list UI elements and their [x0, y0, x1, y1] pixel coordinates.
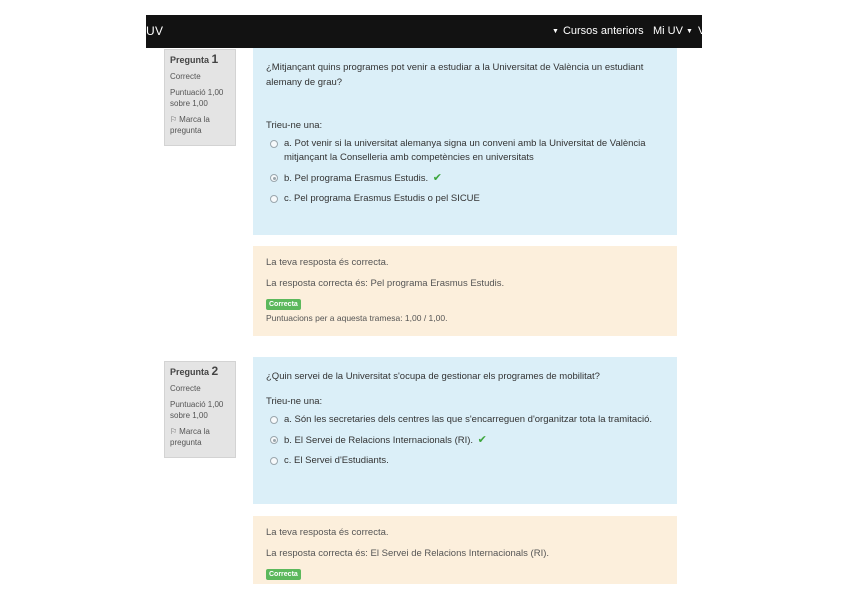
- radio-button-selected[interactable]: [270, 174, 278, 182]
- answer-text: a. Pot venir si la universitat alemanya signa un conveni amb la Universitat de València mitjançant la Conselleria amb competències en universitats: [284, 138, 646, 163]
- correct-badge: Correcta: [266, 299, 301, 310]
- flag-icon: ⚐: [170, 427, 178, 436]
- radio-button[interactable]: [270, 195, 278, 203]
- feedback-response: La teva resposta és correcta.: [266, 257, 389, 268]
- flag-question-link[interactable]: [170, 114, 230, 136]
- answer-text: c. Pel programa Erasmus Estudis o pel SICUE: [284, 193, 480, 204]
- answer-option-c[interactable]: [266, 192, 664, 206]
- answer-text: b. El Servei de Relacions Internacionals (RI).: [284, 435, 474, 446]
- flag-question-label: Marca la pregunta: [170, 115, 210, 135]
- correct-answer-text: La resposta correcta és: Pel programa Erasmus Estudis.: [266, 278, 505, 289]
- answer-option-a[interactable]: [266, 137, 664, 165]
- my-uv-label: Mi UV: [653, 25, 683, 37]
- feedback-response: La teva resposta és correcta.: [266, 527, 389, 538]
- question-number: 2: [211, 364, 219, 378]
- top-navbar: [146, 15, 706, 48]
- question-state: Correcte: [170, 384, 201, 393]
- answer-text: b. Pel programa Erasmus Estudis.: [284, 173, 429, 184]
- answer-text: c. El Servei d'Estudiants.: [284, 455, 389, 466]
- question-number: 1: [211, 52, 219, 66]
- previous-courses-label: Cursos anteriors: [562, 25, 644, 37]
- answer-option-a[interactable]: [266, 413, 664, 427]
- checkmark-icon: ✔: [477, 434, 487, 446]
- answer-option-b[interactable]: [266, 433, 664, 448]
- question-content-2: [253, 357, 677, 504]
- overflow-menu[interactable]: V: [698, 25, 706, 37]
- question-state: Correcte: [170, 72, 201, 81]
- radio-button-selected[interactable]: [270, 436, 278, 444]
- question-label: Pregunta: [170, 55, 210, 65]
- brand-logo[interactable]: UV: [146, 24, 164, 38]
- answer-text: a. Són les secretaries dels centres las que s'encarreguen d'organitzar tota la tramitació.: [284, 414, 652, 425]
- answer-option-c[interactable]: [266, 454, 664, 468]
- question-title: [170, 54, 230, 66]
- caret-down-icon: ▼: [686, 28, 693, 35]
- previous-courses-menu[interactable]: [552, 25, 644, 37]
- flag-question-label: Marca la pregunta: [170, 427, 210, 447]
- question-content-1: [253, 48, 677, 235]
- correct-answer-text: La resposta correcta és: El Servei de Relacions Internacionals (RI).: [266, 548, 550, 559]
- feedback-box-1: [253, 246, 677, 336]
- radio-button[interactable]: [270, 457, 278, 465]
- radio-button[interactable]: [270, 416, 278, 424]
- answer-prompt: Trieu-ne una:: [266, 120, 323, 131]
- question-text: ¿Mitjançant quins programes pot venir a estudiar a la Universitat de València un estudiant alemany de grau?: [266, 62, 644, 88]
- question-info-1: [164, 49, 236, 146]
- question-text: ¿Quin servei de la Universitat s'ocupa de gestionar els programes de mobilitat?: [266, 371, 600, 382]
- answer-prompt: Trieu-ne una:: [266, 396, 323, 407]
- radio-button[interactable]: [270, 140, 278, 148]
- question-score: Puntuació 1,00 sobre 1,00: [170, 88, 224, 108]
- question-score: Puntuació 1,00 sobre 1,00: [170, 400, 224, 420]
- submission-marks: Puntuacions per a aquesta tramesa: 1,00 / 1,00.: [266, 313, 448, 323]
- answer-option-b[interactable]: [266, 171, 664, 186]
- checkmark-icon: ✔: [432, 172, 443, 184]
- flag-icon: ⚐: [170, 115, 178, 124]
- my-uv-menu[interactable]: [653, 25, 697, 37]
- feedback-box-2: [253, 516, 677, 584]
- correct-badge: Correcta: [266, 569, 301, 580]
- flag-question-link[interactable]: [170, 426, 230, 448]
- caret-down-icon: ▼: [552, 28, 559, 35]
- question-label: Pregunta: [170, 367, 210, 377]
- question-title: [170, 366, 230, 378]
- question-info-2: [164, 361, 236, 458]
